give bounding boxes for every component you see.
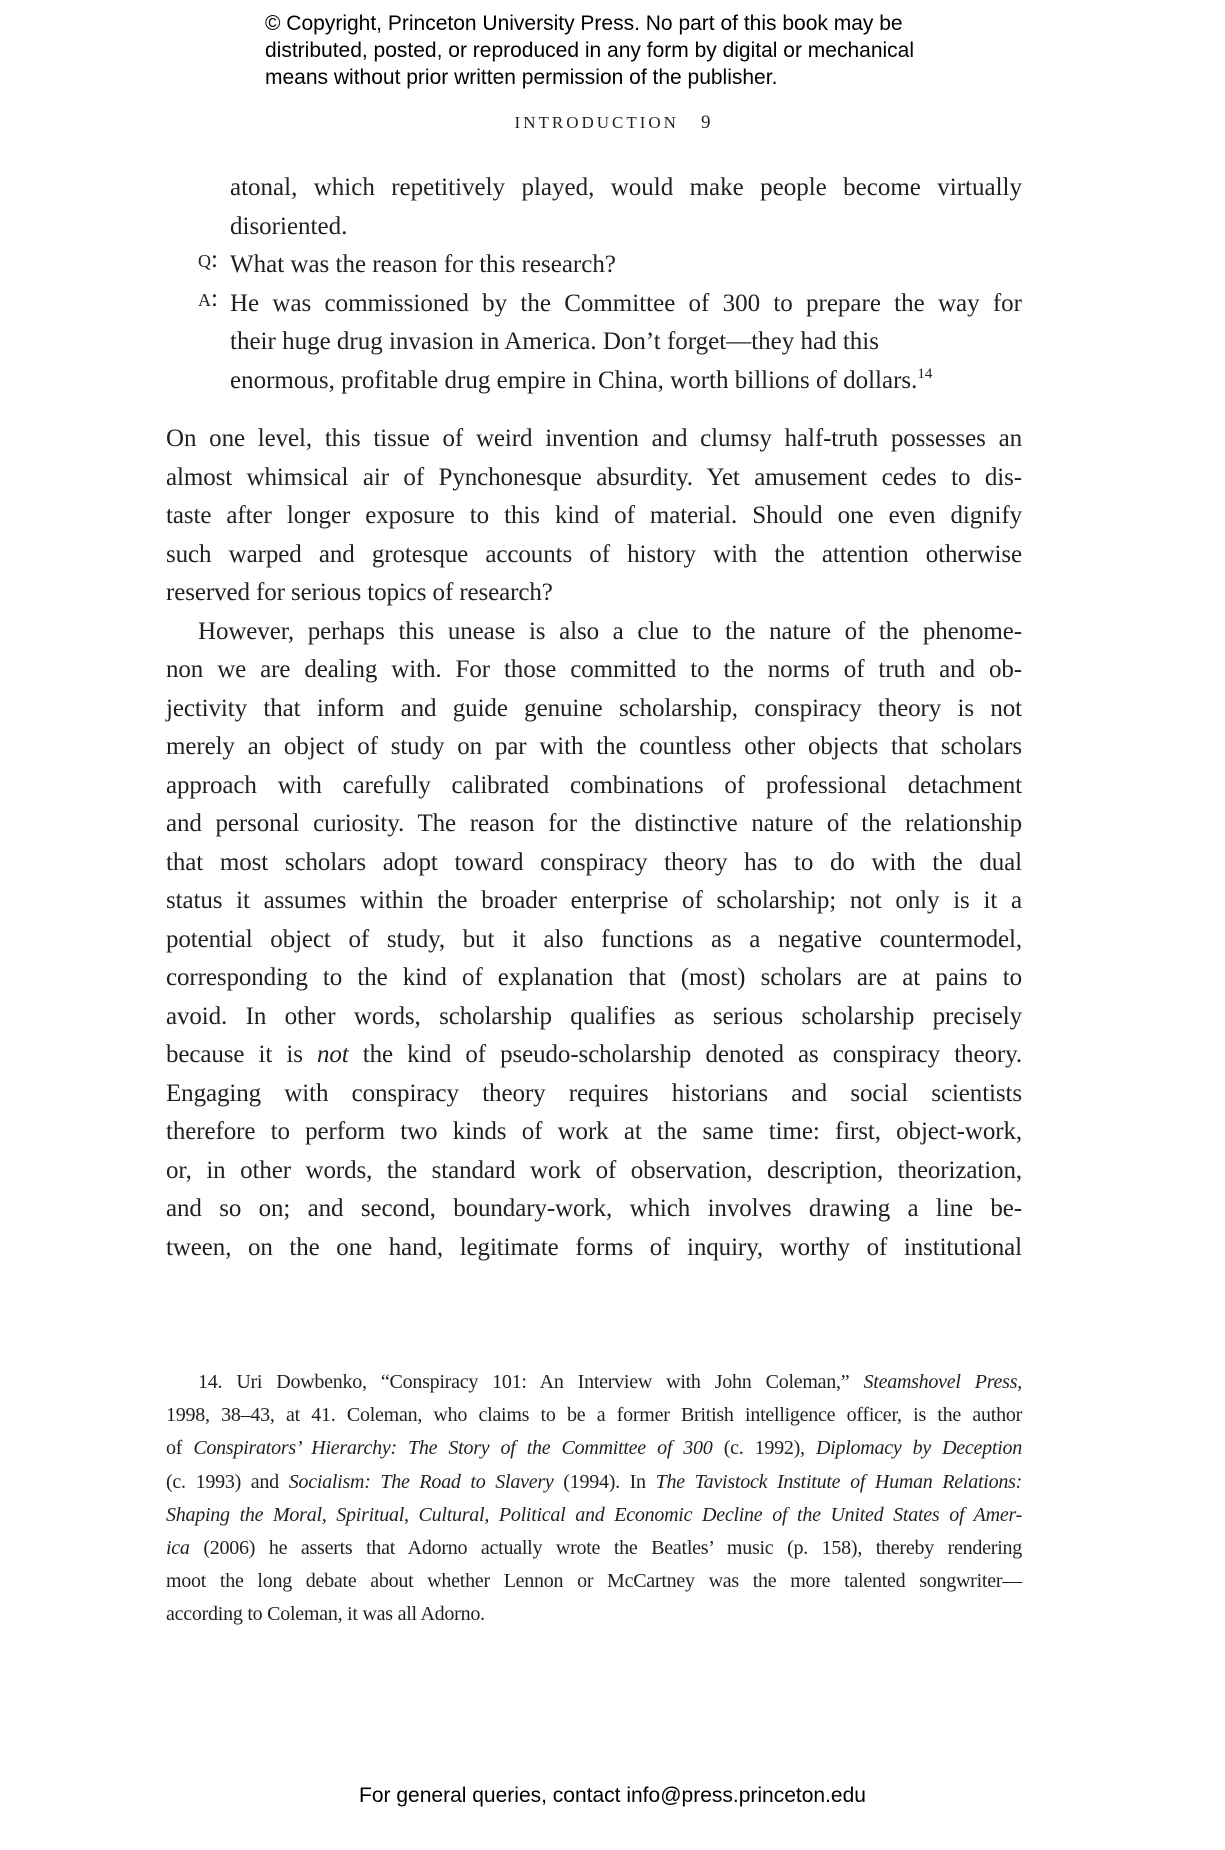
body-line: taste after longer exposure to this kind of material. Should one even dignify bbox=[166, 502, 1022, 529]
answer-label: a: bbox=[198, 284, 218, 312]
running-head bbox=[0, 112, 1225, 134]
body-line: tween, on the one hand, legitimate forms of inquiry, worthy of institutional bbox=[166, 1233, 1022, 1261]
body-line: that most scholars adopt toward conspiracy theory has to do with the dual bbox=[166, 848, 1022, 876]
copyright-line: means without prior written permission of the publisher. bbox=[265, 66, 778, 89]
interview-excerpt bbox=[198, 169, 1022, 400]
emphasis: not bbox=[317, 1041, 349, 1068]
question-label: q: bbox=[198, 246, 218, 273]
body-line: non we are dealing with. For those committed to the norms of truth and ob- bbox=[166, 656, 1022, 683]
answer-line: disoriented. bbox=[230, 212, 348, 240]
footnote-line: moot the long debate about whether Lennon or McCartney was the more talented songwriter— bbox=[166, 1570, 1022, 1593]
answer-line: He was commissioned by the Committee of 300 to prepare the way for bbox=[230, 289, 1022, 317]
body-text bbox=[166, 420, 1022, 1267]
answer-line: atonal, which repetitively played, would make people become virtually bbox=[230, 174, 1022, 201]
body-line: status it assumes within the broader enterprise of scholarship; not only is it a bbox=[166, 887, 1022, 914]
footnote-line bbox=[166, 1499, 1022, 1532]
body-line: reserved for serious topics of research? bbox=[166, 579, 553, 606]
answer-line: their huge drug invasion in America. Don’t forget—they had this bbox=[230, 328, 879, 355]
body-text-segment: because it is bbox=[166, 1041, 303, 1068]
fn-title: Shaping the Moral, Spiritual, Cultural, Political and Economic Decline of the United States of Amer- bbox=[166, 1503, 1022, 1526]
footnote-line bbox=[166, 1532, 1022, 1565]
copyright-notice bbox=[265, 10, 914, 91]
fn-text: (c. 1992), bbox=[723, 1437, 805, 1460]
running-head-title: INTRODUCTION bbox=[514, 113, 679, 132]
answer-line bbox=[230, 362, 1022, 401]
body-line: jectivity that inform and guide genuine scholarship, conspiracy theory is not bbox=[166, 694, 1022, 722]
footnote-line bbox=[166, 1466, 1022, 1499]
contact-footer: For general queries, contact info@press.princeton.edu bbox=[359, 1784, 866, 1807]
body-line bbox=[166, 1036, 1022, 1075]
body-line: merely an object of study on par with the countless other objects that scholars bbox=[166, 733, 1022, 760]
fn-text: (c. 1993) and bbox=[166, 1470, 279, 1493]
body-line: almost whimsical air of Pynchonesque absurdity. Yet amusement cedes to dis- bbox=[166, 463, 1022, 491]
body-text-segment: the kind of pseudo-scholarship denoted as conspiracy theory. bbox=[362, 1041, 1023, 1068]
body-line: avoid. In other words, scholarship qualifies as serious scholarship precisely bbox=[166, 1002, 1022, 1030]
footnote-line: 1998, 38–43, at 41. Coleman, who claims to be a former British intelligence officer, is the author bbox=[166, 1404, 1022, 1427]
footnote-14 bbox=[166, 1366, 1022, 1632]
footnote-line bbox=[166, 1432, 1022, 1465]
body-line: and personal curiosity. The reason for the distinctive nature of the relationship bbox=[166, 810, 1022, 837]
body-line: On one level, this tissue of weird invention and clumsy half-truth possesses an bbox=[166, 425, 1022, 452]
footnote-line: according to Coleman, it was all Adorno. bbox=[166, 1603, 485, 1626]
body-line: Engaging with conspiracy theory requires historians and social scientists bbox=[166, 1079, 1022, 1107]
fn-text: (1994). In bbox=[563, 1470, 646, 1493]
body-line: However, perhaps this unease is also a clue to the nature of the phenome- bbox=[198, 617, 1022, 645]
fn-title: Conspirators’ Hierarchy: The Story of the Committee of 300 bbox=[193, 1437, 713, 1460]
body-line: potential object of study, but it also functions as a negative countermodel, bbox=[166, 925, 1022, 953]
body-line: approach with carefully calibrated combinations of professional detachment bbox=[166, 771, 1022, 799]
fn-title: ica bbox=[166, 1536, 190, 1559]
fn-title: Socialism: The Road to Slavery bbox=[288, 1470, 554, 1493]
footnote-line bbox=[166, 1366, 1022, 1399]
body-line: therefore to perform two kinds of work at the same time: first, object-work, bbox=[166, 1118, 1022, 1145]
footnote-ref[interactable]: 14 bbox=[917, 365, 933, 382]
question-text: What was the reason for this research? bbox=[230, 251, 616, 278]
body-line: or, in other words, the standard work of observation, description, theorization, bbox=[166, 1156, 1022, 1184]
page-number: 9 bbox=[700, 112, 711, 133]
body-line: corresponding to the kind of explanation that (most) scholars are at pains to bbox=[166, 964, 1022, 991]
fn-title: The Tavistock Institute of Human Relations: bbox=[655, 1470, 1023, 1493]
copyright-line: © Copyright, Princeton University Press. No part of this book may be bbox=[265, 12, 903, 35]
fn-title: Steamshovel Press, bbox=[863, 1371, 1023, 1393]
copyright-line: distributed, posted, or reproduced in any form by digital or mechanical bbox=[265, 39, 915, 62]
answer-text: enormous, profitable drug empire in China, worth billions of dollars. bbox=[230, 366, 918, 394]
fn-title: Diplomacy by Deception bbox=[815, 1437, 1023, 1460]
fn-text: 14. Uri Dowbenko, “Conspiracy 101: An Interview with John Coleman,” bbox=[198, 1371, 850, 1393]
fn-text: (2006) he asserts that Adorno actually wrote the Beatles’ music (p. 158), thereby rendering bbox=[203, 1536, 1022, 1559]
fn-text: of bbox=[166, 1437, 183, 1460]
body-line: and so on; and second, boundary-work, which involves drawing a line be- bbox=[166, 1195, 1022, 1222]
body-line: such warped and grotesque accounts of history with the attention otherwise bbox=[166, 540, 1022, 568]
